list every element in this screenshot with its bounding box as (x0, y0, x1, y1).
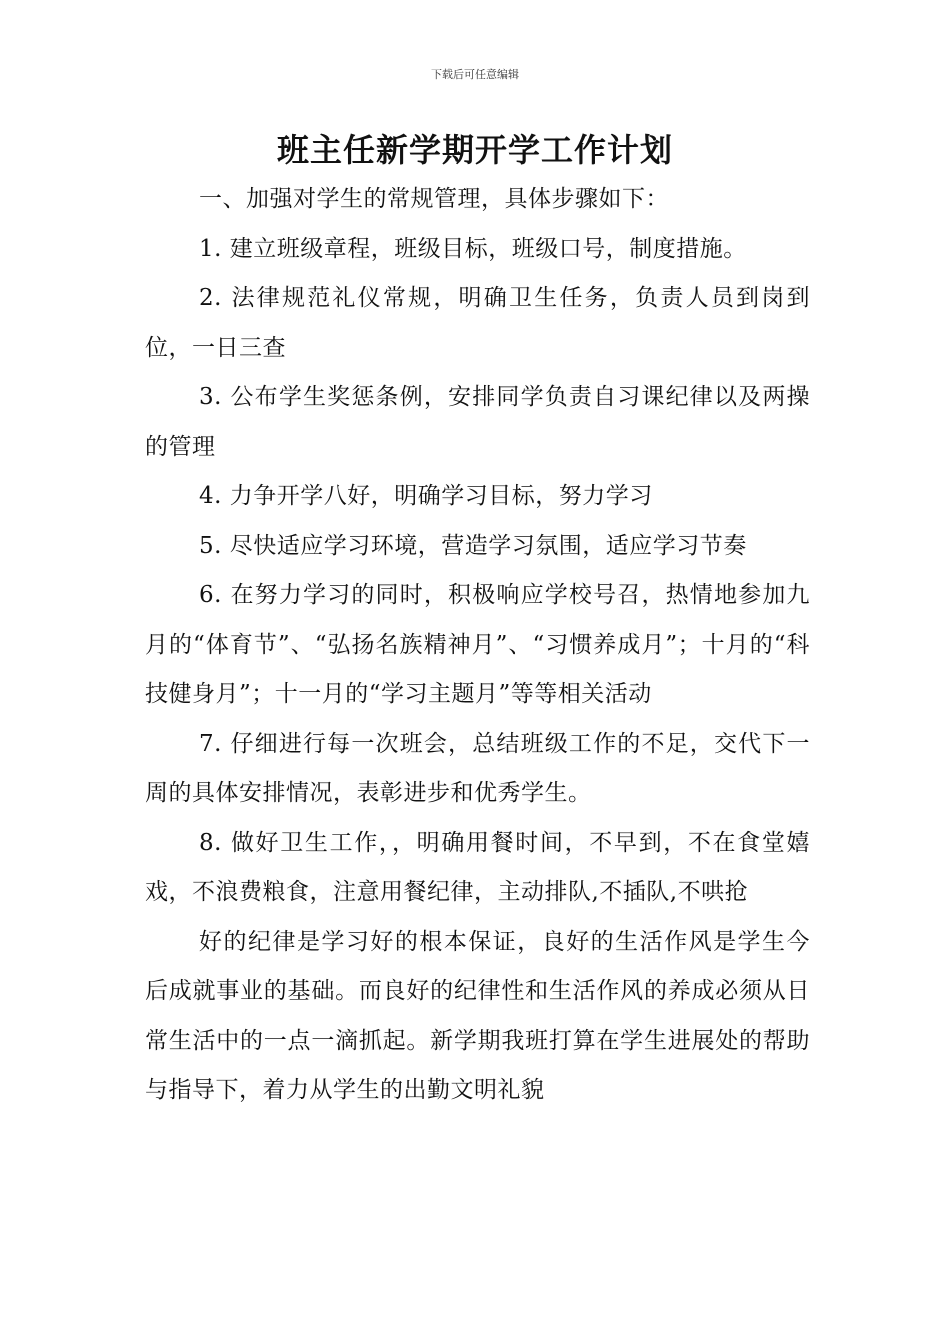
list-item-3: 3. 公布学生奖惩条例，安排同学负责自习课纪律以及两操的管理 (145, 384, 810, 460)
list-item-8: 8. 做好卫生工作，，明确用餐时间，不早到，不在食堂嬉戏，不浪费粮食，注意用餐纪律，主动排队,不插队,不哄抢 (145, 829, 810, 905)
list-item-7: 7. 仔细进行每一次班会，总结班级工作的不足，交代下一周的具体安排情况，表彰进步和优秀学生。 (145, 730, 810, 806)
section-heading-1: 一、加强对学生的常规管理，具体步骤如下： (199, 186, 670, 212)
body-paragraph: 好的纪律是学习好的根本保证，良好的生活作风是学生今后成就事业的基础。而良好的纪律性和生活作风的养成必须从日常生活中的一点一滴抓起。新学期我班打算在学生进展处的帮助与指导下，着力从学生的出勤文明礼貌 (145, 928, 810, 1103)
list-item-4: 4. 力争开学八好，明确学习目标，努力学习 (199, 483, 653, 509)
document-title: 班主任新学期开学工作计划 (276, 131, 673, 169)
list-item-1: 1. 建立班级章程，班级目标，班级口号，制度措施。 (199, 235, 747, 262)
list-item-5: 5. 尽快适应学习环境，营造学习氛围，适应学习节奏 (199, 532, 747, 559)
list-item-6: 6. 在努力学习的同时，积极响应学校号召，热情地参加九月的“体育节”、“弘扬名族精神月”、“习惯养成月”；十月的“科技健身月”；十一月的“学习主题月”等等相关活动 (145, 582, 810, 707)
page-header-note: 下载后可任意编辑 (431, 68, 519, 81)
list-item-2: 2. 法律规范礼仪常规，明确卫生任务，负责人员到岗到位，一日三查 (145, 285, 810, 361)
document-body (145, 175, 810, 1116)
